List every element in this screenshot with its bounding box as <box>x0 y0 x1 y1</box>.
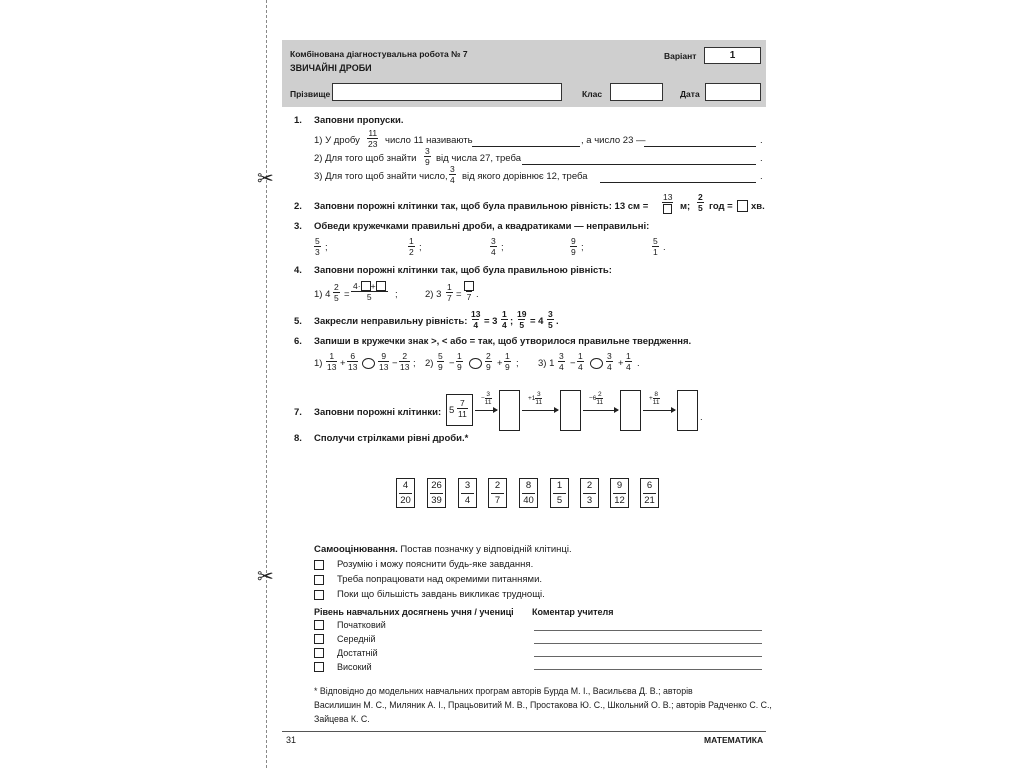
arrow <box>643 410 675 411</box>
footnote-line: Василишин М. С., Миляник А. І., Працьовитий М. В., Простакова Ю. С., Школьний О. В.; авторів Радченко С. С., <box>314 700 772 710</box>
numerator: 1 <box>556 480 563 491</box>
page-number: 31 <box>286 735 297 745</box>
self-assessment-option: Поки що більшість завдань викликає труднощі. <box>337 589 545 600</box>
date-field[interactable] <box>705 83 761 101</box>
denominator: 13 <box>327 362 337 372</box>
fraction-card[interactable] <box>640 478 659 508</box>
surname-label: Прізвище <box>290 89 331 99</box>
denominator: 40 <box>523 495 534 506</box>
fraction-card[interactable] <box>550 478 569 508</box>
variant-value: 1 <box>704 47 761 64</box>
empty-cell[interactable] <box>620 390 641 431</box>
fraction <box>456 351 463 372</box>
empty-cell[interactable] <box>499 390 520 431</box>
punctuation: ; <box>510 316 514 327</box>
operator: −6 <box>589 395 597 402</box>
chain-start-box <box>446 394 473 426</box>
cut-line <box>266 0 267 768</box>
task-1-1-text: , а число 23 — <box>581 135 646 146</box>
denominator: 21 <box>644 495 655 506</box>
level-checkbox[interactable] <box>314 620 324 630</box>
denominator: 4 <box>461 493 474 508</box>
self-assessment-option: Розумію і можу пояснити будь-яке завдання. <box>337 559 534 570</box>
denominator: 12 <box>614 495 625 506</box>
numerator: 2 <box>494 480 501 491</box>
punctuation: ; <box>395 289 398 300</box>
denominator: 9 <box>486 362 491 372</box>
fraction: 4· + 5 <box>352 281 387 302</box>
fraction <box>577 351 584 372</box>
fraction <box>399 351 410 372</box>
punctuation: . <box>700 412 703 423</box>
arrow <box>475 410 497 411</box>
whole-part: 5 <box>449 405 455 416</box>
punctuation: ; <box>413 358 416 369</box>
numerator: 3 <box>486 391 490 398</box>
comparison-circle[interactable] <box>362 358 375 369</box>
fraction <box>504 351 511 372</box>
numerator: 3 <box>464 480 471 491</box>
fraction <box>558 351 565 372</box>
worksheet-page <box>282 40 772 768</box>
denominator: 11 <box>596 399 604 406</box>
punctuation: . <box>760 171 763 182</box>
operator: − <box>481 395 485 402</box>
numerator: 8 <box>654 391 658 398</box>
numerator: 2 <box>586 480 593 491</box>
worksheet-header <box>282 40 766 107</box>
empty-cell[interactable] <box>464 281 474 291</box>
punctuation: . <box>663 242 666 253</box>
punctuation: ; <box>501 242 504 253</box>
operation-label <box>589 391 603 406</box>
unit-label: год = <box>709 201 733 212</box>
fraction: $\frac{1}{7}$ <box>447 282 452 303</box>
comment-line[interactable] <box>534 630 762 631</box>
fraction-card[interactable] <box>488 478 507 508</box>
operation-label <box>649 391 660 406</box>
answer-blank[interactable] <box>600 181 756 183</box>
punctuation: . <box>760 153 763 164</box>
fraction <box>625 351 632 372</box>
task-2-text: Заповни порожні клітинки так, щоб була правильною рівність: 13 см = <box>314 201 649 212</box>
punctuation: . <box>556 316 559 327</box>
fraction <box>606 351 613 372</box>
fraction <box>314 236 321 257</box>
numerator: 1 <box>505 351 510 361</box>
fraction: $\frac{3}{9}$ <box>425 146 430 167</box>
answer-blank[interactable] <box>644 145 756 147</box>
denominator: 39 <box>431 495 442 506</box>
self-assessment-option: Треба попрацювати над окремими питаннями. <box>337 574 543 585</box>
task-2-number: 2. <box>294 201 302 212</box>
variant-label: Варіант <box>664 51 697 61</box>
task-1-3-text: від якого дорівнює 12, треба <box>462 171 588 182</box>
punctuation: ; <box>581 242 584 253</box>
denominator: 5 <box>553 493 566 508</box>
operation-label <box>481 391 492 406</box>
class-label: Клас <box>582 89 603 99</box>
date-label: Дата <box>680 89 700 99</box>
levels-title: Рівень навчальних досягнень учня / учениці <box>314 607 514 617</box>
numerator: 9 <box>616 480 623 491</box>
numerator: 8 <box>525 480 532 491</box>
numerator: 3 <box>491 236 496 246</box>
task-4-number: 4. <box>294 265 302 276</box>
denominator: 9 <box>571 247 576 257</box>
comment-line[interactable] <box>534 669 762 670</box>
denominator: 11 <box>535 399 543 406</box>
denominator: 2 <box>409 247 414 257</box>
equation-part: = 4 <box>530 316 544 327</box>
numerator: 2 <box>597 391 602 398</box>
task-1-2-text: 2) Для того щоб знайти <box>314 153 417 164</box>
task-5-number: 5. <box>294 316 302 327</box>
numerator: 3 <box>607 351 612 361</box>
level-checkbox[interactable] <box>314 634 324 644</box>
denominator: 4 <box>491 247 496 257</box>
self-assessment-heading: Самооцінювання. Постав позначку у відповідній клітинці. <box>314 544 572 555</box>
fraction: $\frac{7}{11}$ <box>458 398 467 419</box>
denominator: 11 <box>652 399 660 406</box>
work-title: Комбінована діагностувальна робота № 7 <box>290 49 468 59</box>
fraction <box>490 236 497 257</box>
numerator: 5 <box>438 351 443 361</box>
numerator: 26 <box>431 480 442 491</box>
denominator: 3 <box>315 247 320 257</box>
task-8-number: 8. <box>294 433 302 444</box>
task-3-number: 3. <box>294 221 302 232</box>
task-1-title: Заповни пропуски. <box>314 115 404 126</box>
operator: + <box>649 395 653 402</box>
level-checkbox[interactable] <box>314 648 324 658</box>
equation-part: = 3 <box>484 316 498 327</box>
fraction <box>437 351 444 372</box>
punctuation: . <box>476 289 479 300</box>
operator: + <box>340 358 346 369</box>
fraction: $\frac{11}{23}$ <box>368 128 378 149</box>
fraction-card[interactable] <box>427 478 446 508</box>
task-5-text: Закресли неправильну рівність: <box>314 316 468 327</box>
answer-blank[interactable] <box>472 145 580 147</box>
fraction <box>326 351 337 372</box>
denominator: 9 <box>457 362 462 372</box>
arrow <box>522 410 558 411</box>
numerator: 6 <box>646 480 653 491</box>
fraction-card[interactable] <box>580 478 599 508</box>
denominator: 9 <box>505 362 510 372</box>
numerator: 1 <box>626 351 631 361</box>
expression-label: 3) 1 <box>538 358 555 369</box>
fraction <box>535 391 542 406</box>
task-3-text: Обведи кружечками правильні дроби, а квадратиками — неправильні: <box>314 221 650 232</box>
task-1-1-text: 1) У дробу <box>314 135 360 146</box>
scissors-icon: ✂ <box>257 564 274 588</box>
numerator: 9 <box>381 351 387 361</box>
empty-cell[interactable] <box>361 281 371 291</box>
task-1-2-text: від числа 27, треба <box>436 153 521 164</box>
task-7-text: Заповни порожні клітинки: <box>314 407 442 418</box>
empty-cell[interactable] <box>737 200 748 212</box>
level-checkbox[interactable] <box>314 662 324 672</box>
numerator: 5 <box>653 236 658 246</box>
fraction <box>347 351 358 372</box>
numerator: 1 <box>578 351 583 361</box>
footnote-line: Зайцева К. С. <box>314 714 370 724</box>
denominator: 13 <box>400 362 410 372</box>
denominator: 1 <box>653 247 658 257</box>
denominator: 3 <box>583 493 596 508</box>
denominator: 9 <box>438 362 443 372</box>
scissors-icon: ✂ <box>257 166 274 190</box>
answer-blank[interactable] <box>522 163 756 165</box>
task-1-1-text: число 11 називають <box>385 135 473 146</box>
fraction-card[interactable] <box>458 478 477 508</box>
footer-rule <box>282 731 766 732</box>
denominator: 13 <box>348 362 358 372</box>
punctuation: ; <box>325 242 328 253</box>
equals-sign: = <box>344 289 350 300</box>
numerator: 2 <box>486 351 491 361</box>
footnote-line: * Відповідно до модельних навчальних програм авторів Бурда М. І., Васильєва Д. В.; авторів <box>314 686 693 696</box>
denominator: 11 <box>484 399 492 406</box>
expression-label: 1) <box>314 358 323 369</box>
fraction <box>596 391 603 406</box>
fraction <box>570 236 577 257</box>
task-4-part-1: 1) 4 <box>314 289 331 300</box>
level-option: Середній <box>337 634 376 644</box>
operator: + <box>497 358 503 369</box>
level-option: Високий <box>337 662 372 672</box>
surname-field[interactable] <box>332 83 562 101</box>
numerator: 1 <box>409 236 414 246</box>
task-7-number: 7. <box>294 407 302 418</box>
task-4-part-2: 2) 3 <box>425 289 442 300</box>
punctuation: ; <box>419 242 422 253</box>
equals-sign: = <box>456 289 462 300</box>
numerator: 3 <box>559 351 564 361</box>
numerator: 3 <box>536 391 541 398</box>
topic-title: ЗВИЧАЙНІ ДРОБИ <box>290 63 372 73</box>
task-1-3-text: 3) Для того щоб знайти число, <box>314 171 448 182</box>
denominator: 4 <box>607 362 612 372</box>
empty-cell[interactable] <box>376 281 386 291</box>
fraction-card[interactable] <box>519 478 538 508</box>
numerator: 4 <box>402 480 409 491</box>
fraction: $\frac{2}{5}$ <box>334 282 339 303</box>
operator: − <box>392 358 398 369</box>
punctuation: ; <box>516 358 519 369</box>
fraction <box>378 351 389 372</box>
numerator: 1 <box>329 351 335 361</box>
fraction-card[interactable] <box>396 478 415 508</box>
fraction: $\frac{13}{4}$ <box>471 309 481 330</box>
task-1-number: 1. <box>294 115 302 126</box>
operator: + <box>618 358 624 369</box>
fraction: 13 <box>662 192 673 214</box>
denominator: 7 <box>491 493 504 508</box>
numerator: 1 <box>457 351 462 361</box>
fraction-card[interactable] <box>610 478 629 508</box>
numerator: 2 <box>402 351 408 361</box>
fraction: $\frac{3}{5}$ <box>548 309 553 330</box>
fraction <box>485 391 492 406</box>
operator: − <box>570 358 576 369</box>
numerator: 6 <box>350 351 356 361</box>
arrow <box>583 410 618 411</box>
self-assessment-checkbox[interactable] <box>314 590 324 600</box>
fraction <box>485 351 492 372</box>
empty-cell[interactable] <box>663 204 672 214</box>
fraction <box>653 391 660 406</box>
unit-label: м; <box>680 201 691 212</box>
denominator: 4 <box>559 362 564 372</box>
self-assessment-checkbox[interactable] <box>314 560 324 570</box>
class-field[interactable] <box>610 83 663 101</box>
empty-cell[interactable] <box>677 390 698 431</box>
subject-name: МАТЕМАТИКА <box>704 735 764 745</box>
unit-label: хв. <box>751 201 765 212</box>
denominator: 20 <box>400 495 411 506</box>
task-8-text: Сполучи стрілками рівні дроби.* <box>314 433 469 444</box>
teacher-comment-title: Коментар учителя <box>532 607 614 617</box>
denominator: 13 <box>379 362 389 372</box>
comparison-circle[interactable] <box>590 358 603 369</box>
comparison-circle[interactable] <box>469 358 482 369</box>
empty-cell[interactable] <box>560 390 581 431</box>
level-option: Достатній <box>337 648 378 658</box>
fraction <box>652 236 659 257</box>
denominator: 4 <box>626 362 631 372</box>
punctuation: . <box>637 358 640 369</box>
operation-label <box>528 391 542 406</box>
task-6-number: 6. <box>294 336 302 347</box>
operator: +1 <box>528 395 536 402</box>
self-assessment-checkbox[interactable] <box>314 575 324 585</box>
punctuation: . <box>760 135 763 146</box>
fraction: $\frac{2}{5}$ <box>698 192 703 213</box>
level-option: Початковий <box>337 620 386 630</box>
comment-line[interactable] <box>534 656 762 657</box>
fraction: $\frac{3}{4}$ <box>450 164 455 185</box>
fraction: 7 <box>463 281 475 302</box>
denominator: 4 <box>578 362 583 372</box>
fraction: $\frac{1}{4}$ <box>502 309 507 330</box>
fraction: $\frac{19}{5}$ <box>517 309 527 330</box>
task-6-text: Запиши в кружечки знак >, < або = так, щоб утворилося правильне твердження. <box>314 336 692 347</box>
fraction <box>408 236 415 257</box>
numerator: 5 <box>315 236 320 246</box>
expression-label: 2) <box>425 358 434 369</box>
task-4-text: Заповни порожні клітинки так, щоб була правильною рівність: <box>314 265 612 276</box>
operator: − <box>449 358 455 369</box>
comment-line[interactable] <box>534 643 762 644</box>
numerator: 9 <box>571 236 576 246</box>
